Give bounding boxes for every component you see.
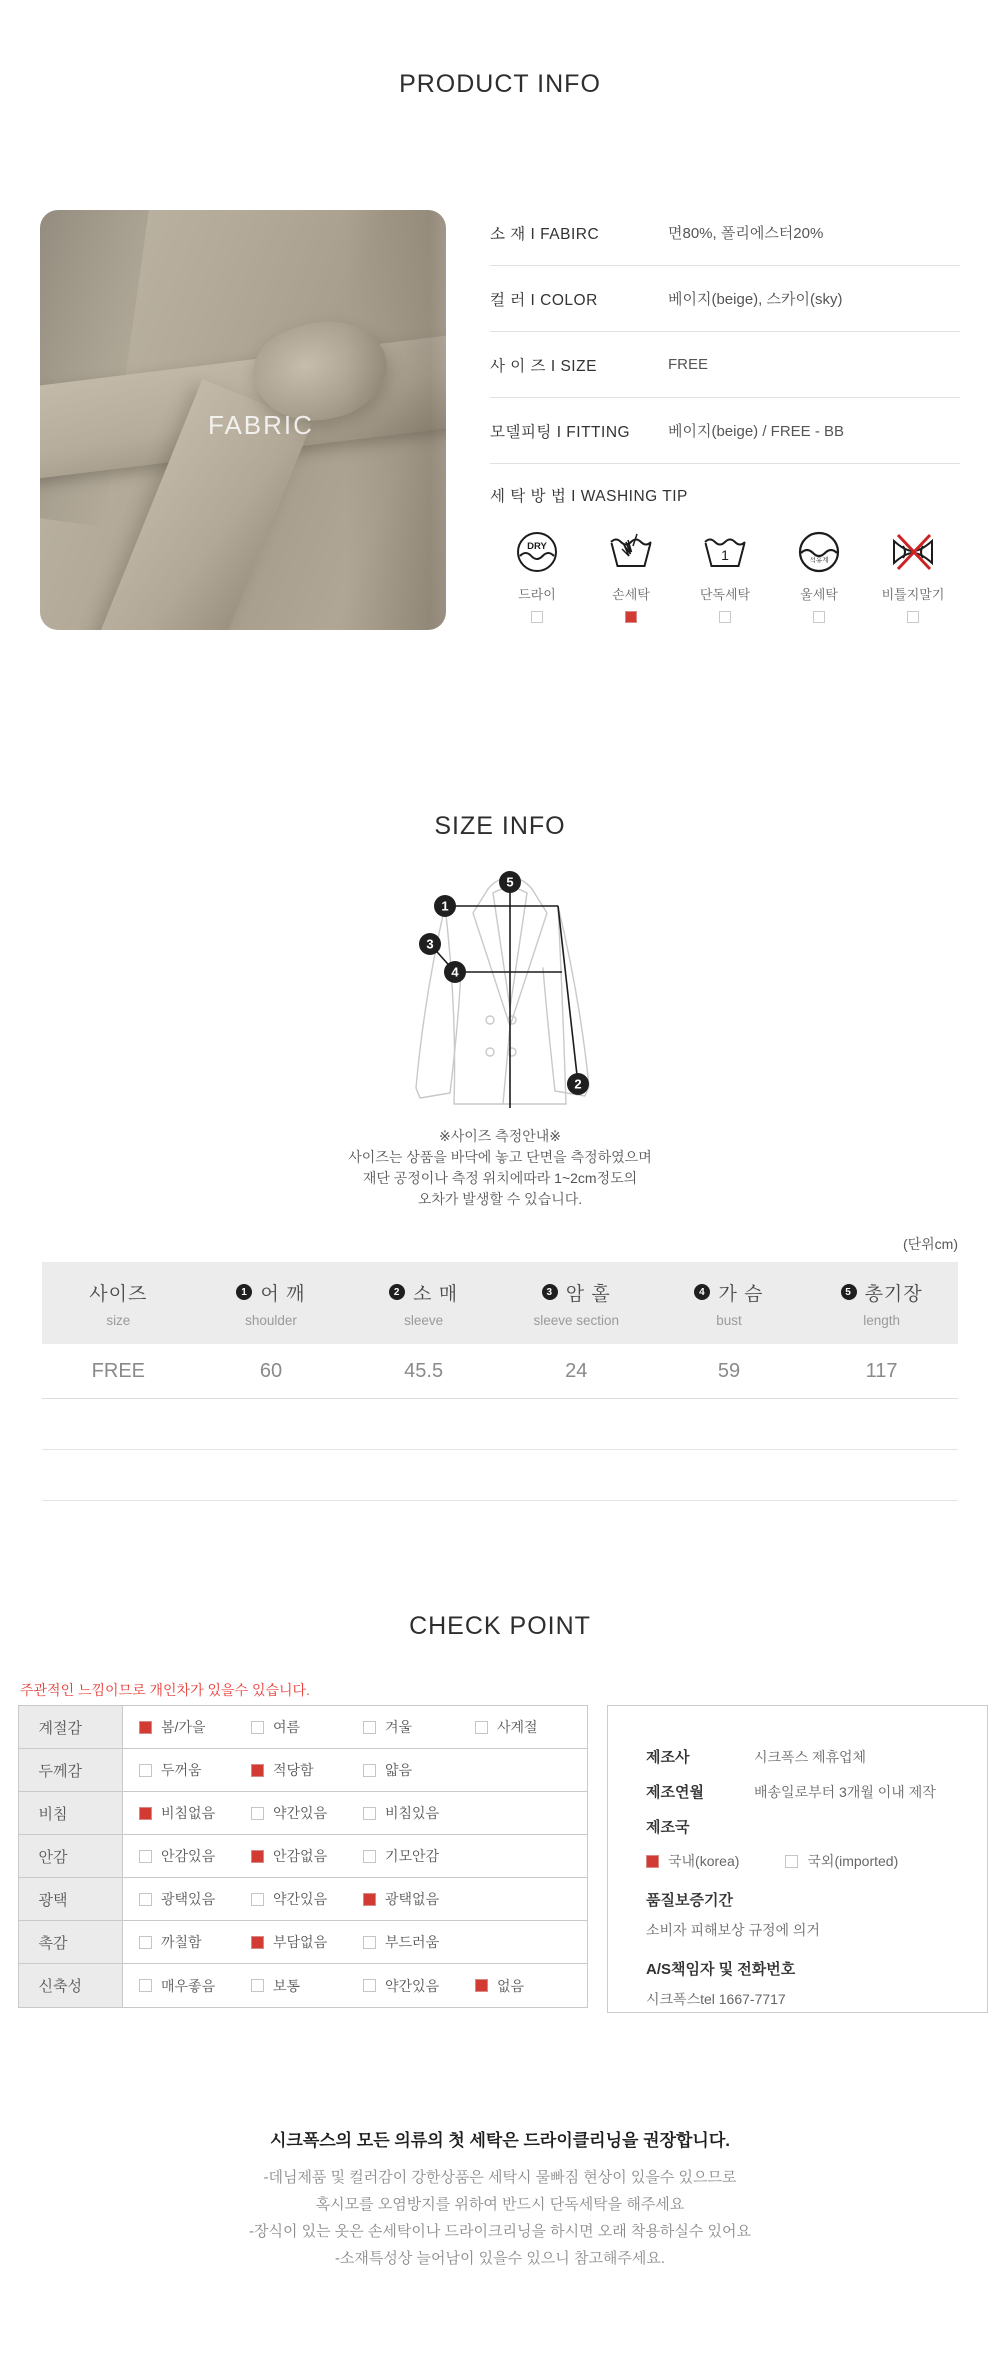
check-row-lining [19,1835,587,1878]
detail-value: FREE [668,356,709,373]
num-badge: 1 [236,1284,252,1300]
wash-label: 드라이 [518,587,556,602]
check-row-label: 두께감 [38,1762,82,1780]
num-badge: 2 [389,1284,405,1300]
check-row-gloss [19,1878,587,1921]
svg-text:5: 5 [506,874,514,890]
size-table-row-free [42,1344,958,1399]
check-option: 부드러움 [363,1932,475,1952]
detail-label: 세 탁 방 법 I WASHING TIP [490,488,688,505]
checkbox-icon [363,1721,376,1734]
detail-label: 컬 러 I COLOR [490,291,598,309]
size-diagram [370,858,650,1113]
check-row-stretch [19,1964,587,2007]
diagram-markers [419,871,589,1095]
check-option: 국내(korea) [646,1851,739,1871]
svg-text:석유계: 석유계 [809,557,829,564]
checkbox-icon [251,1893,264,1906]
check-option: 비침없음 [139,1803,251,1823]
armhole-col-header: 3 암 홀 sleeve section [533,1283,620,1328]
warranty-label: 품질보증기간 [646,1892,733,1909]
check-row-sheerness [19,1792,587,1835]
check-option: 약간있음 [251,1803,363,1823]
country-options [646,1851,977,1871]
shoulder-col-header: 1 어 깨 shoulder [195,1262,348,1344]
maker-line [646,1746,977,1767]
size-table-header [42,1262,958,1344]
checkbox-icon [251,1936,264,1949]
checkbox-icon [475,1721,488,1734]
check-option: 사계절 [475,1717,587,1737]
check-row-thickness [19,1749,587,1792]
bust-col-header: 4 가 슴 bust [653,1262,806,1344]
country-label: 제조국 [646,1819,690,1836]
check-option: 여름 [251,1717,363,1737]
checkbox-icon [907,611,919,623]
check-point-table [18,1705,588,2008]
check-option: 국외(imported) [785,1851,898,1871]
detail-row-color [490,266,960,332]
wash-label: 비틀지말기 [881,587,945,602]
as-contact-label: A/S책임자 및 전화번호 [646,1961,796,1978]
svg-text:4: 4 [451,964,459,980]
unit-label: (단위cm) [902,1236,958,1252]
check-option: 안감없음 [251,1846,363,1866]
size-measure-note: ※사이즈 측정안내※ 사이즈는 상품을 바닥에 놓고 단면을 측정하였으며 재단 공정이나 측정 위치에따라 1~2cm정도의 오차가 발생할 수 있습니다. [348,1128,652,1207]
svg-text:DRY: DRY [527,541,547,552]
checkbox-icon [475,1979,488,1992]
checkbox-icon [813,611,825,623]
separate-wash-icon [701,528,749,576]
checkbox-icon [363,1936,376,1949]
fabric-fold-shadow [40,210,154,527]
as-contact-value: 시크폭스tel 1667-7717 [646,1991,786,2007]
checkbox-icon [363,1807,376,1820]
check-option: 보통 [251,1976,363,1996]
detail-value: 베이지(beige) / FREE - BB [668,423,845,440]
check-option: 없음 [475,1976,587,1996]
coat-outline-diagram [370,858,650,1108]
check-option: 두꺼움 [139,1760,251,1780]
check-row-label: 계절감 [38,1719,82,1737]
num-badge: 3 [542,1284,558,1300]
checkbox-icon [625,611,637,623]
size-table-empty-row [42,1399,958,1450]
check-option: 광택있음 [139,1889,251,1909]
check-row-label: 비침 [38,1805,68,1823]
size-col-header: 사이즈 size [89,1283,148,1328]
check-option: 겨울 [363,1717,475,1737]
fabric-watermark: FABRIC [208,410,314,440]
checkbox-icon [251,1721,264,1734]
length-col-header: 5 총기장 length [805,1262,958,1344]
wash-label: 울세탁 [800,587,838,602]
check-row-label: 안감 [38,1848,68,1866]
checkbox-icon [139,1936,152,1949]
size-info-title: SIZE INFO [434,812,566,840]
sleeve-col-header: 2 소 매 sleeve [347,1262,500,1344]
check-row-label: 신축성 [38,1978,82,1995]
svg-text:1: 1 [441,898,449,914]
manufacture-date-line [646,1781,977,1802]
checkbox-icon [785,1855,798,1868]
manufacture-date-value: 배송일로부터 3개월 이내 제작 [754,1784,936,1800]
manufacture-date-label: 제조연월 [646,1784,704,1801]
check-option: 비침있음 [363,1803,475,1823]
detail-row-fitting [490,398,960,464]
wash-item-hand-wash [584,528,678,623]
check-option: 까칠함 [139,1932,251,1952]
num-badge: 4 [694,1284,710,1300]
checkbox-icon [363,1979,376,1992]
wash-item-dry [490,528,584,623]
checkbox-icon [139,1807,152,1820]
check-option: 광택없음 [363,1889,475,1909]
detail-label: 모델피팅 I FITTING [490,423,631,441]
length-value: 117 [865,1359,898,1382]
size-table-empty-row [42,1450,958,1501]
check-option: 약간있음 [363,1976,475,1996]
checkbox-icon [251,1979,264,1992]
checkbox-icon [719,611,731,623]
svg-text:3: 3 [426,936,434,952]
product-details-table [490,200,960,526]
check-option: 적당함 [251,1760,363,1780]
detail-label: 사 이 즈 I SIZE [490,357,597,375]
checkbox-icon [139,1764,152,1777]
svg-text:2: 2 [574,1076,582,1092]
no-wring-icon [889,528,937,576]
checkbox-icon [251,1850,264,1863]
fabric-fold-shadow-right [346,210,446,630]
dry-clean-icon [513,528,561,576]
wash-label: 손세탁 [612,587,650,602]
armhole-value: 24 [565,1359,588,1382]
subjective-note: 주관적인 느낌이므로 개인차가 있을수 있습니다. [20,1682,310,1698]
checkbox-icon [251,1807,264,1820]
check-option: 약간있음 [251,1889,363,1909]
wash-item-wool-wash [772,528,866,623]
wash-item-separate-wash [678,528,772,623]
checkbox-icon [646,1855,659,1868]
checkbox-icon [363,1893,376,1906]
country-line [646,1816,977,1837]
detail-label: 소 재 I FABIRC [490,225,600,243]
check-option: 매우좋음 [139,1976,251,1996]
checkbox-icon [363,1764,376,1777]
check-row-label: 광택 [38,1891,68,1909]
shoulder-value: 60 [259,1359,283,1382]
check-row-season [19,1706,587,1749]
svg-text:1: 1 [721,547,729,563]
checkbox-icon [139,1979,152,1992]
checkbox-icon [531,611,543,623]
washing-tip-icons [490,528,960,623]
checkbox-icon [251,1764,264,1777]
checkbox-icon [139,1721,152,1734]
check-row-texture [19,1921,587,1964]
check-option: 안감있음 [139,1846,251,1866]
wool-wash-icon [795,528,843,576]
wash-label: 단독세탁 [699,587,751,602]
detail-row-washing [490,464,960,526]
detail-row-fabric [490,200,960,266]
checkbox-icon [139,1893,152,1906]
size-value: FREE [91,1359,145,1382]
checkbox-icon [139,1850,152,1863]
size-table [42,1262,958,1501]
checkbox-icon [363,1850,376,1863]
check-row-label: 촉감 [38,1934,68,1952]
manufacture-info-box [607,1705,988,2013]
bust-value: 59 [717,1359,741,1382]
warranty-value: 소비자 피해보상 규정에 의거 [646,1922,820,1938]
product-photo [40,210,446,630]
check-option: 기모안감 [363,1846,475,1866]
sleeve-value: 45.5 [404,1359,444,1382]
check-option: 봄/가을 [139,1717,251,1737]
detail-row-size [490,332,960,398]
maker-label: 제조사 [646,1749,690,1766]
care-notice-title: 시크폭스의 모든 의류의 첫 세탁은 드라이클리닝을 권장합니다. [269,2131,731,2150]
check-point-title: CHECK POINT [409,1612,591,1640]
num-badge: 5 [841,1284,857,1300]
maker-value: 시크폭스 제휴업체 [754,1749,867,1765]
product-info-title: PRODUCT INFO [399,70,601,98]
wash-item-no-wring [866,528,960,623]
hand-wash-icon [607,528,655,576]
care-notice: 시크폭스의 모든 의류의 첫 세탁은 드라이클리닝을 권장합니다. -데님제품 및 컬러감이 강한상품은 세탁시 물빠짐 현상이 있을수 있으므로 혹시모를 오염방지를 위하여 반드시 단독세탁을 해주세요 -장식이 있는 옷은 손세탁이나 드라이크리닝을 하시면 오래 착용하실수 있어요 -소재특성상 늘어남이 있을수 있으니 참고해주세요. [0,2126,1000,2272]
check-option: 부담없음 [251,1932,363,1952]
detail-value: 면80%, 폴리에스터20% [668,225,824,242]
check-option: 얇음 [363,1760,475,1780]
detail-value: 베이지(beige), 스카이(sky) [668,291,843,308]
